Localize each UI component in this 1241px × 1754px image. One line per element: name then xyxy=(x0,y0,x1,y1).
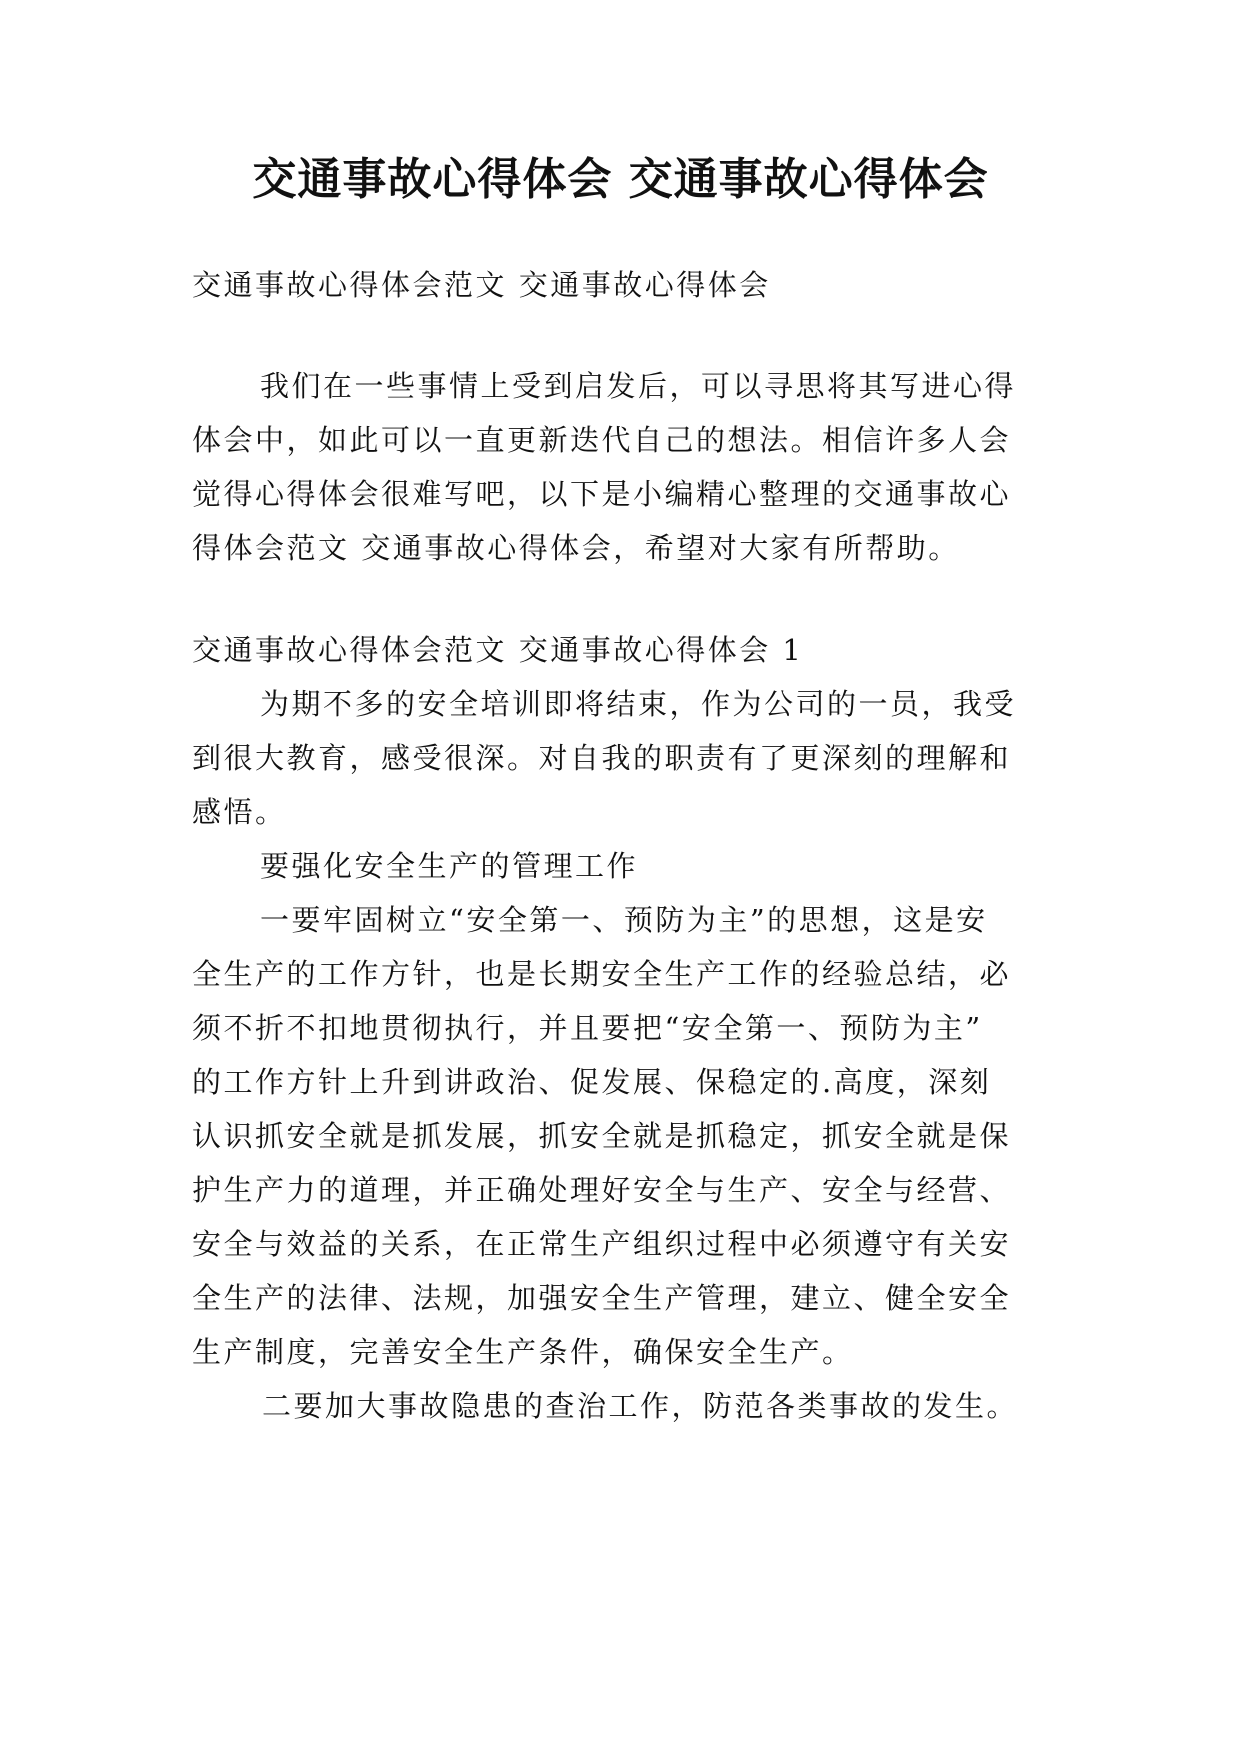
body-line: 须不折不扣地贯彻执行，并且要把“安全第一、预防为主” xyxy=(192,1011,983,1045)
body-line: 生产制度，完善安全生产条件，确保安全生产。 xyxy=(192,1335,854,1369)
body-line: 感悟。 xyxy=(192,795,287,829)
body-line: 安全与效益的关系，在正常生产组织过程中必须遵守有关安 xyxy=(192,1227,1012,1261)
section-heading: 交通事故心得体会范文 交通事故心得体会 1 xyxy=(192,633,804,667)
body-line: 的工作方针上升到讲政治、促发展、保稳定的.高度，深刻 xyxy=(192,1065,992,1099)
intro-line: 我们在一些事情上受到启发后，可以寻思将其写进心得 xyxy=(260,369,1017,403)
body-line: 一要牢固树立“安全第一、预防为主”的思想，这是安 xyxy=(260,903,988,937)
document-title: 交通事故心得体会 交通事故心得体会 xyxy=(252,154,989,205)
body-line: 护生产力的道理，并正确处理好安全与生产、安全与经营、 xyxy=(192,1173,1012,1207)
body-line: 全生产的法律、法规，加强安全生产管理，建立、健全安全 xyxy=(192,1281,1012,1315)
document-subtitle: 交通事故心得体会范文 交通事故心得体会 xyxy=(192,268,771,302)
body-line: 为期不多的安全培训即将结束，作为公司的一员，我受 xyxy=(260,687,1017,721)
intro-line: 觉得心得体会很难写吧，以下是小编精心整理的交通事故心 xyxy=(192,477,1012,511)
intro-line: 得体会范文 交通事故心得体会，希望对大家有所帮助。 xyxy=(192,531,960,565)
body-line: 全生产的工作方针，也是长期安全生产工作的经验总结，必 xyxy=(192,957,1012,991)
body-line: 到很大教育，感受很深。对自我的职责有了更深刻的理解和 xyxy=(192,741,1012,775)
intro-line: 体会中，如此可以一直更新迭代自己的想法。相信许多人会 xyxy=(192,423,1012,457)
body-subheading: 要强化安全生产的管理工作 xyxy=(260,849,639,883)
body-line: 认识抓安全就是抓发展，抓安全就是抓稳定，抓安全就是保 xyxy=(192,1119,1012,1153)
body-line: 二要加大事故隐患的查治工作，防范各类事故的发生。 xyxy=(262,1389,1019,1423)
